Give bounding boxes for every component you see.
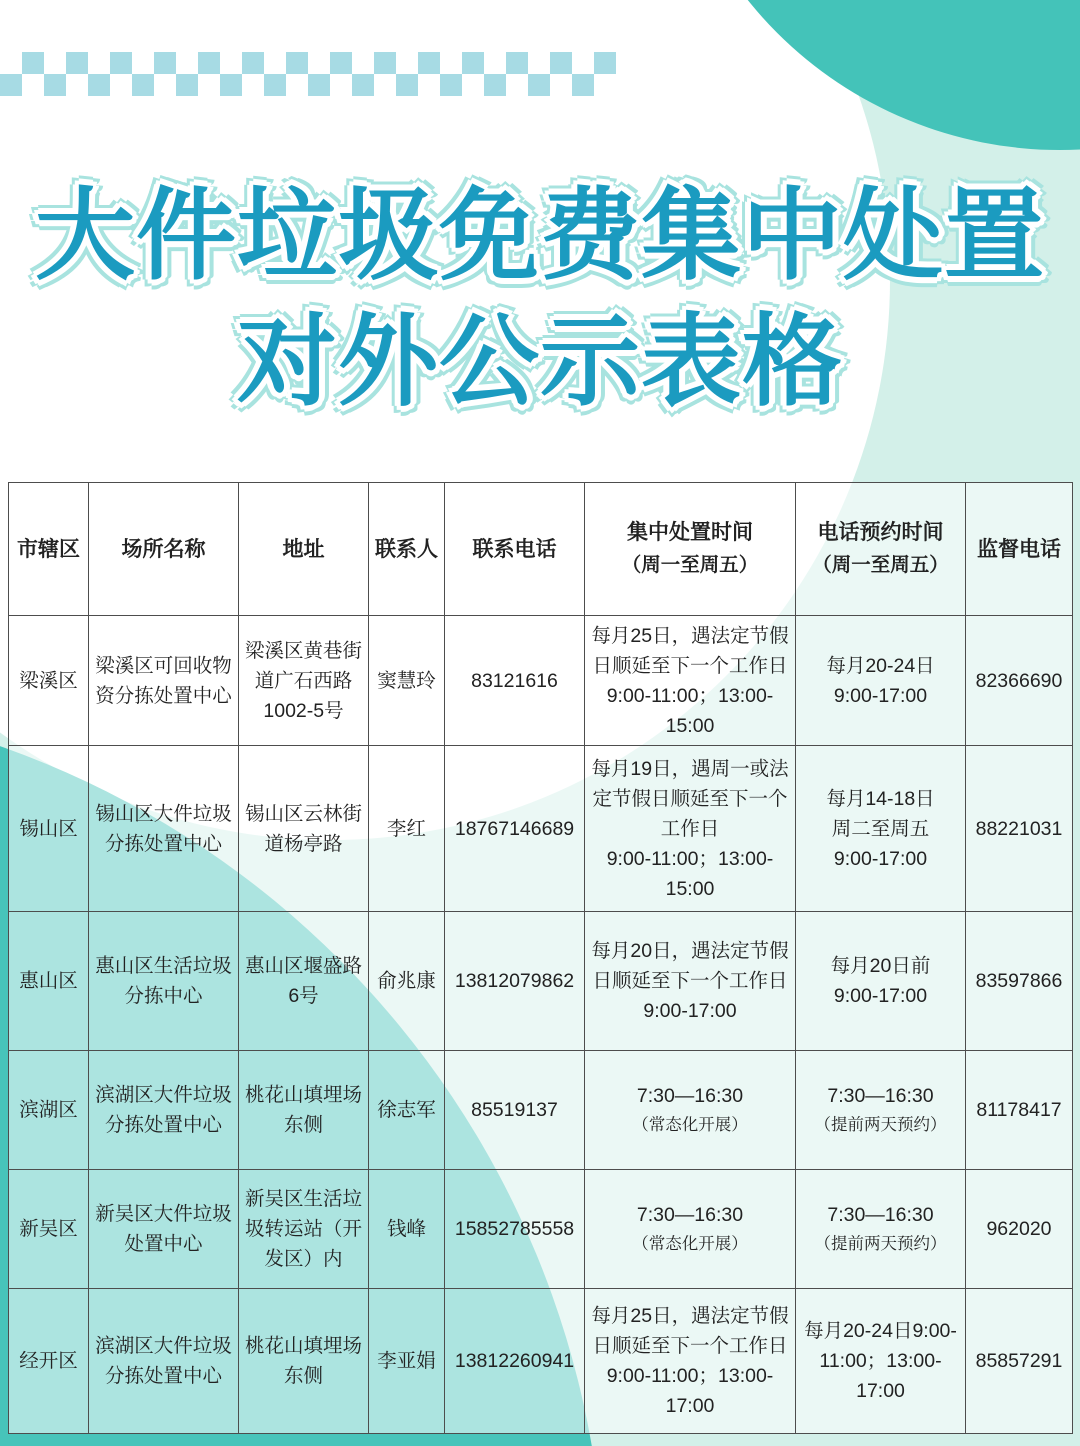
cell-contact: 俞兆康 bbox=[369, 912, 445, 1051]
cell-supervision-phone: 83597866 bbox=[966, 912, 1073, 1051]
page-title-line-1: 大件垃圾免费集中处置 bbox=[35, 180, 1045, 292]
header-site-name: 场所名称 bbox=[89, 483, 239, 616]
cell-site-name: 滨湖区大件垃圾分拣处置中心 bbox=[89, 1051, 239, 1170]
cell-supervision-phone: 962020 bbox=[966, 1170, 1073, 1289]
table-row bbox=[9, 912, 1073, 1051]
header-district: 市辖区 bbox=[9, 483, 89, 616]
cell-phone: 13812260941 bbox=[445, 1289, 585, 1434]
cell-district: 经开区 bbox=[9, 1289, 89, 1434]
cell-booking-time bbox=[796, 1170, 966, 1289]
cell-supervision-phone: 81178417 bbox=[966, 1051, 1073, 1170]
header-disposal-time bbox=[585, 483, 796, 616]
cell-contact: 李亚娟 bbox=[369, 1289, 445, 1434]
header-address: 地址 bbox=[239, 483, 369, 616]
header-disposal-time-label: 集中处置时间 bbox=[627, 521, 753, 544]
header-phone: 联系电话 bbox=[445, 483, 585, 616]
booking-time-note: （提前两天预约） bbox=[814, 1235, 947, 1253]
cell-address: 惠山区堰盛路6号 bbox=[239, 912, 369, 1051]
disposal-schedule-table bbox=[8, 482, 1073, 1434]
table-row bbox=[9, 616, 1073, 746]
header-booking-time bbox=[796, 483, 966, 616]
cell-booking-time: 每月20日前 9:00-17:00 bbox=[796, 912, 966, 1051]
cell-address: 桃花山填埋场东侧 bbox=[239, 1289, 369, 1434]
cell-supervision-phone: 88221031 bbox=[966, 746, 1073, 912]
cell-contact: 李红 bbox=[369, 746, 445, 912]
cell-booking-time: 每月20-24日 9:00-17:00 bbox=[796, 616, 966, 746]
cell-booking-time: 每月14-18日 周二至周五 9:00-17:00 bbox=[796, 746, 966, 912]
page-title-line-2: 对外公示表格 bbox=[237, 306, 843, 418]
disposal-time-value: 7:30—16:30 bbox=[636, 1204, 744, 1226]
cell-supervision-phone: 82366690 bbox=[966, 616, 1073, 746]
cell-district: 梁溪区 bbox=[9, 616, 89, 746]
table-row bbox=[9, 746, 1073, 912]
cell-address: 梁溪区黄巷街道广石西路1002-5号 bbox=[239, 616, 369, 746]
cell-disposal-time: 每月25日，遇法定节假日顺延至下一个工作日 9:00-11:00；13:00-17:00 bbox=[585, 1289, 796, 1434]
cell-address: 锡山区云林街道杨亭路 bbox=[239, 746, 369, 912]
cell-disposal-time: 每月20日，遇法定节假日顺延至下一个工作日 9:00-17:00 bbox=[585, 912, 796, 1051]
header-booking-time-label: 电话预约时间 bbox=[817, 521, 944, 544]
cell-district: 滨湖区 bbox=[9, 1051, 89, 1170]
booking-time-value: 7:30—16:30 bbox=[827, 1204, 934, 1226]
header-disposal-time-days: （周一至周五） bbox=[621, 554, 759, 576]
table-header-row bbox=[9, 483, 1073, 616]
header-contact: 联系人 bbox=[369, 483, 445, 616]
cell-address: 桃花山填埋场东侧 bbox=[239, 1051, 369, 1170]
cell-disposal-time bbox=[585, 1051, 796, 1170]
table-row bbox=[9, 1170, 1073, 1289]
cell-disposal-time: 每月25日，遇法定节假日顺延至下一个工作日 9:00-11:00；13:00-15:00 bbox=[585, 616, 796, 746]
cell-booking-time bbox=[796, 1051, 966, 1170]
cell-phone: 18767146689 bbox=[445, 746, 585, 912]
checker-pattern-decoration bbox=[0, 52, 616, 96]
cell-contact: 徐志军 bbox=[369, 1051, 445, 1170]
disposal-time-note: （常态化开展） bbox=[632, 1116, 748, 1134]
cell-district: 新吴区 bbox=[9, 1170, 89, 1289]
disposal-time-value: 7:30—16:30 bbox=[636, 1085, 744, 1107]
booking-time-note: （提前两天预约） bbox=[814, 1116, 947, 1134]
cell-phone: 83121616 bbox=[445, 616, 585, 746]
cell-district: 惠山区 bbox=[9, 912, 89, 1051]
cell-site-name: 新吴区大件垃圾处置中心 bbox=[89, 1170, 239, 1289]
cell-phone: 15852785558 bbox=[445, 1170, 585, 1289]
cell-disposal-time: 每月19日，遇周一或法定节假日顺延至下一个工作日 9:00-11:00；13:00-15:00 bbox=[585, 746, 796, 912]
booking-time-value: 7:30—16:30 bbox=[827, 1085, 934, 1107]
cell-supervision-phone: 85857291 bbox=[966, 1289, 1073, 1434]
disposal-time-note: （常态化开展） bbox=[632, 1235, 748, 1253]
header-supervision-phone: 监督电话 bbox=[966, 483, 1073, 616]
cell-booking-time: 每月20-24日9:00-11:00；13:00-17:00 bbox=[796, 1289, 966, 1434]
cell-address: 新吴区生活垃圾转运站（开发区）内 bbox=[239, 1170, 369, 1289]
cell-site-name: 锡山区大件垃圾分拣处置中心 bbox=[89, 746, 239, 912]
cell-contact: 窦慧玲 bbox=[369, 616, 445, 746]
cell-site-name: 惠山区生活垃圾分拣中心 bbox=[89, 912, 239, 1051]
cell-site-name: 滨湖区大件垃圾分拣处置中心 bbox=[89, 1289, 239, 1434]
cell-phone: 13812079862 bbox=[445, 912, 585, 1051]
table-row bbox=[9, 1051, 1073, 1170]
table-row bbox=[9, 1289, 1073, 1434]
cell-disposal-time bbox=[585, 1170, 796, 1289]
cell-district: 锡山区 bbox=[9, 746, 89, 912]
cell-contact: 钱峰 bbox=[369, 1170, 445, 1289]
cell-site-name: 梁溪区可回收物资分拣处置中心 bbox=[89, 616, 239, 746]
cell-phone: 85519137 bbox=[445, 1051, 585, 1170]
header-booking-time-days: （周一至周五） bbox=[812, 554, 949, 576]
